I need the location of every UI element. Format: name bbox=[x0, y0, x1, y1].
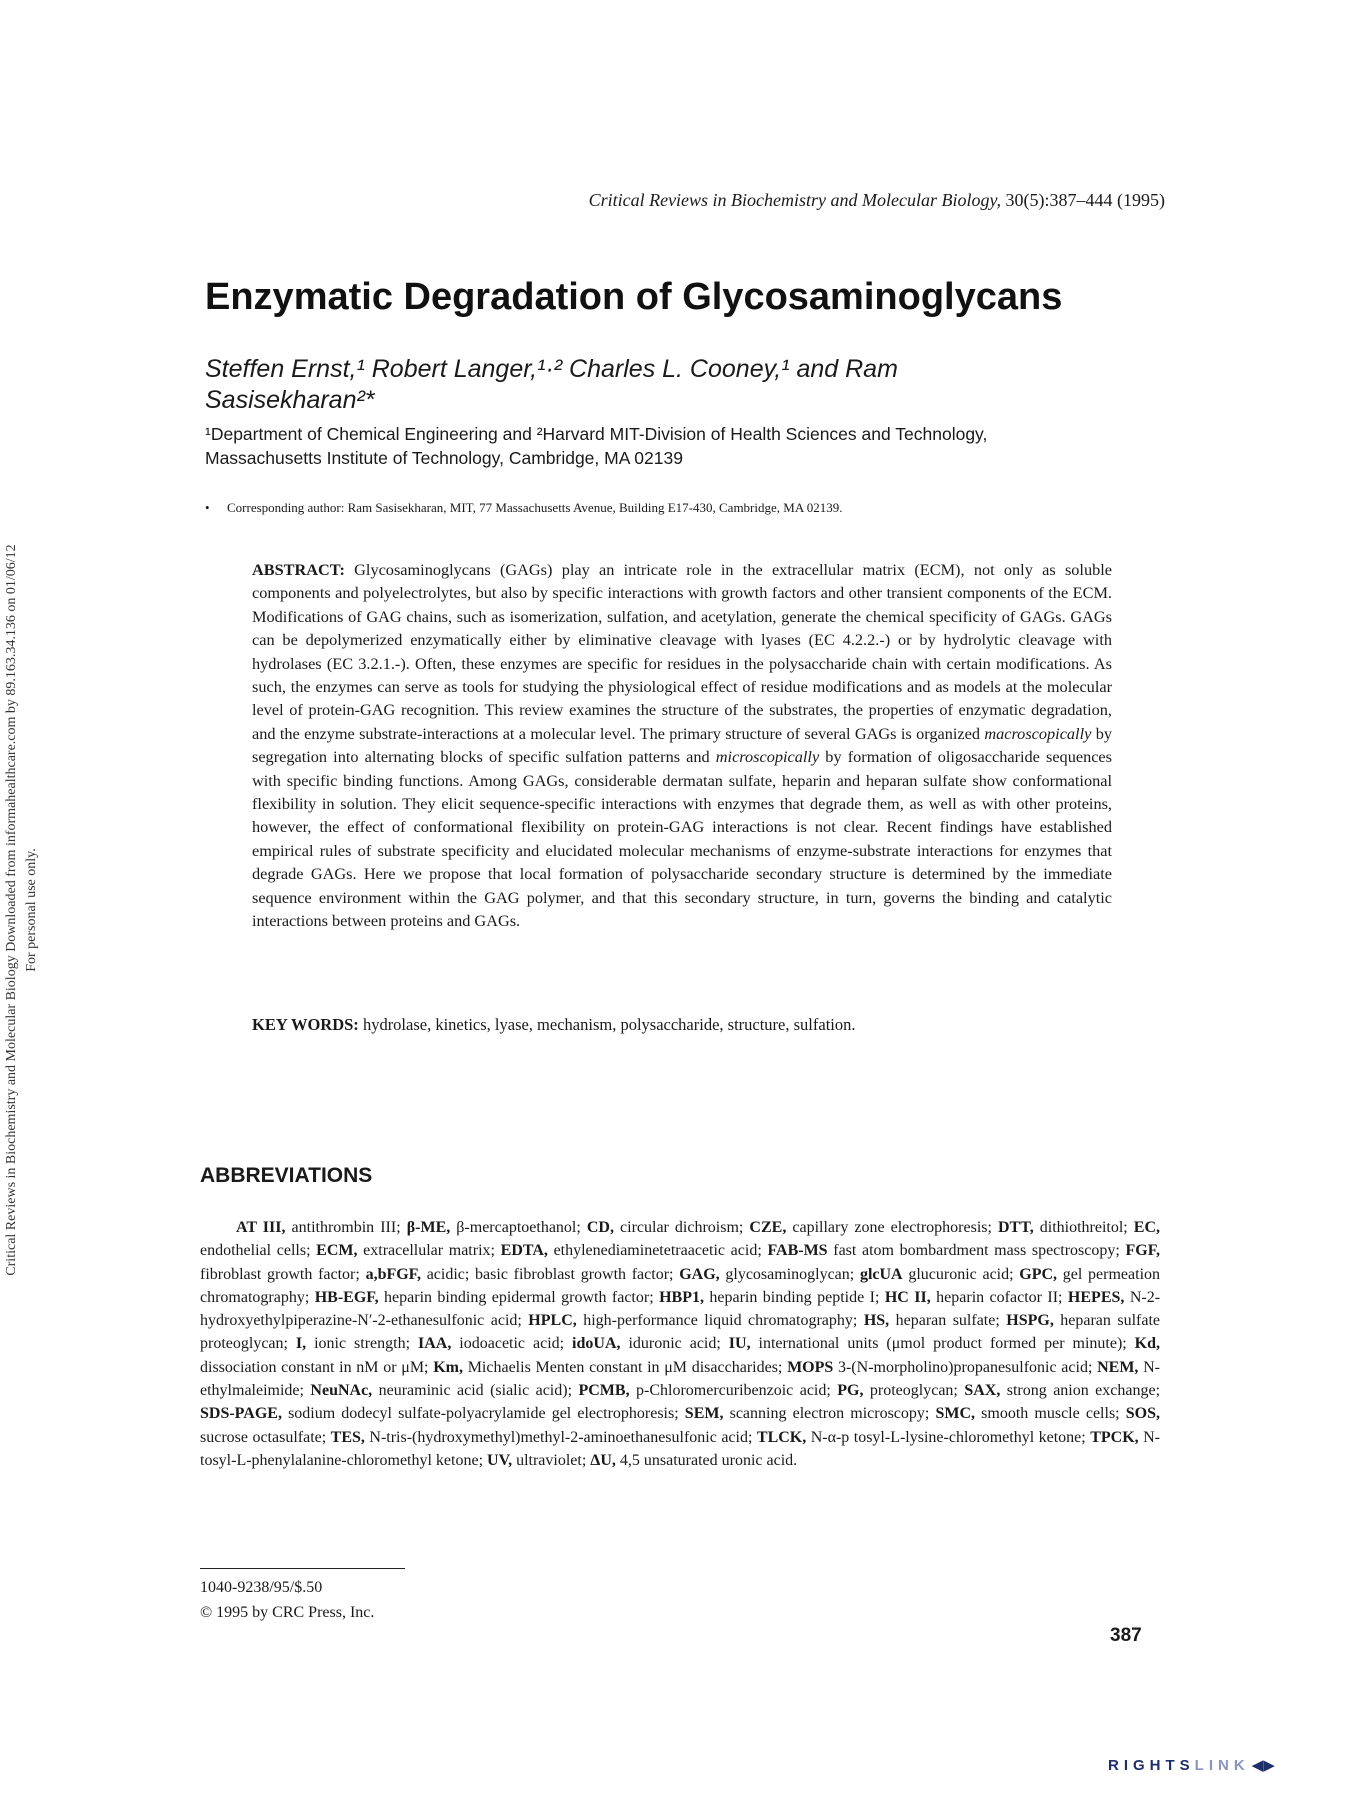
abbreviation-term: β-ME, bbox=[406, 1219, 451, 1236]
abbreviations-list bbox=[200, 1216, 1160, 1472]
abbreviation-term: MOPS bbox=[787, 1358, 834, 1376]
rightslink-logo-part-a: RIGHTS bbox=[1108, 1757, 1195, 1774]
page-number: 387 bbox=[1110, 1625, 1142, 1646]
article-code: 1040-9238/95/$.50 bbox=[200, 1579, 323, 1596]
abbreviation-definition: ethylenediaminetetraacetic acid; bbox=[547, 1242, 768, 1260]
abbreviation-term: glcUA bbox=[859, 1265, 903, 1283]
abbreviation-term: TLCK, bbox=[756, 1428, 807, 1446]
abbreviation-term: UV, bbox=[487, 1451, 513, 1469]
abbreviation-definition: acidic; basic fibroblast growth factor; bbox=[420, 1265, 680, 1283]
abbreviation-definition: iduronic acid; bbox=[620, 1335, 729, 1353]
abstract-italic-macroscopically: macroscopically bbox=[984, 723, 1092, 743]
abbreviation-definition: N-tris-(hydroxymethyl)methyl-2-aminoethanesulfonic acid; bbox=[364, 1428, 757, 1446]
abbreviation-definition: high-performance liquid chromatography; bbox=[576, 1312, 864, 1330]
abbreviations-heading: ABBREVIATIONS bbox=[200, 1164, 373, 1187]
watermark-use-line: For personal use only. bbox=[24, 848, 39, 972]
abbreviation-definition: endothelial cells; bbox=[200, 1242, 317, 1260]
abbreviation-term: ΔU, bbox=[590, 1451, 616, 1469]
abbreviation-definition: Michaelis Menten constant in μM disaccharides; bbox=[463, 1358, 788, 1376]
volume-pages: 30(5):387–444 (1995) bbox=[1005, 190, 1165, 210]
abstract-text-3: by formation of oligosaccharide sequences with specific binding functions. Among GAGs, considerable dermatan sulfate, heparin and heparan sulfate show conformational flexibility in solution. They elicit sequence-specific interactions with enzymes that degrade them, as well as with other proteins, however, the effect of conformational flexibility on protein-GAG interactions is not clear. Recent findings have established empirical rules of substrate specificity and elucidated molecular mechanisms of enzyme-substrate interactions for enzymes that degrade GAGs. Here we propose that local formation of polysaccharide secondary structure is determined by the immediate sequence environment within the GAG polymer, and that this secondary structure, in turn, governs the binding and catalytic interactions between proteins and GAGs. bbox=[252, 747, 1112, 931]
abbreviation-definition: scanning electron microscopy; bbox=[723, 1405, 936, 1423]
abbreviation-term: CD, bbox=[586, 1219, 614, 1236]
abstract-italic-microscopically: microscopically bbox=[715, 747, 820, 767]
abbreviation-term: PCMB, bbox=[578, 1382, 630, 1400]
abbreviation-definition: neuraminic acid (sialic acid); bbox=[372, 1382, 579, 1400]
abbreviation-definition: capillary zone electrophoresis; bbox=[786, 1219, 998, 1236]
abbreviation-term: HSPG, bbox=[1006, 1312, 1054, 1330]
abbreviation-definition: iodoacetic acid; bbox=[451, 1335, 573, 1353]
abbreviation-definition: fibroblast growth factor; bbox=[200, 1265, 366, 1283]
author-list bbox=[205, 354, 985, 416]
corresponding-author-text: Corresponding author: Ram Sasisekharan, MIT, 77 Massachusetts Avenue, Building E17-430, Cambridge, MA 02139. bbox=[227, 500, 843, 515]
abbreviation-term: HEPES, bbox=[1067, 1288, 1125, 1306]
abbreviation-term: Km, bbox=[433, 1358, 463, 1376]
key-words bbox=[252, 1015, 1112, 1035]
affiliation bbox=[205, 422, 1105, 470]
article-title: Enzymatic Degradation of Glycosaminoglycans bbox=[205, 276, 1063, 318]
abbreviation-term: GAG, bbox=[679, 1265, 720, 1283]
journal-name: Critical Reviews in Biochemistry and Molecular Biology, bbox=[588, 190, 1002, 210]
abbreviation-definition: dissociation constant in nM or μM; bbox=[200, 1358, 434, 1376]
abstract-label: ABSTRACT: bbox=[252, 560, 345, 579]
abbreviation-definition: heparin binding peptide I; bbox=[703, 1288, 885, 1306]
abbreviation-definition: 3-(N-morpholino)propanesulfonic acid; bbox=[833, 1358, 1098, 1376]
abbreviation-term: FGF, bbox=[1125, 1242, 1161, 1260]
keywords-label: KEY WORDS: bbox=[252, 1015, 359, 1034]
abbreviation-term: NeuNAc, bbox=[310, 1382, 373, 1400]
abbreviation-term: IAA, bbox=[418, 1335, 452, 1353]
abbreviation-term: ECM, bbox=[316, 1242, 358, 1260]
abbreviation-definition: glycosaminoglycan; bbox=[719, 1265, 860, 1283]
copyright: © 1995 by CRC Press, Inc. bbox=[200, 1604, 375, 1621]
abbreviation-definition: heparan sulfate proteoglycan; bbox=[200, 1312, 1161, 1353]
abbreviation-definition: circular dichroism; bbox=[613, 1219, 750, 1236]
abbreviation-definition: sucrose octasulfate; bbox=[200, 1428, 331, 1446]
abbreviation-definition: N-tosyl-L-phenylalanine-chloromethyl ketone; bbox=[200, 1428, 1161, 1469]
abbreviation-definition: dithiothreitol; bbox=[1033, 1219, 1134, 1236]
corresponding-author-note bbox=[205, 500, 1005, 516]
abbreviation-term: SMC, bbox=[935, 1405, 976, 1423]
abbreviation-definition: heparin binding epidermal growth factor; bbox=[378, 1288, 660, 1306]
abbreviation-term: idoUA, bbox=[572, 1335, 621, 1353]
abbreviation-term: HBP1, bbox=[659, 1288, 704, 1306]
abbreviation-definition: smooth muscle cells; bbox=[975, 1405, 1126, 1423]
authors-line-2: Sasisekharan²* bbox=[205, 386, 375, 414]
footnote-rule bbox=[200, 1568, 405, 1569]
abbreviation-definition: N-2-hydroxyethylpiperazine-N′-2-ethanesulfonic acid; bbox=[200, 1288, 1161, 1330]
bullet-icon: • bbox=[205, 500, 210, 515]
abbreviation-definition: extracellular matrix; bbox=[357, 1242, 501, 1260]
abbreviation-term: SAX, bbox=[964, 1382, 1001, 1400]
abbreviation-term: FAB-MS bbox=[767, 1242, 828, 1260]
abbreviation-term: TES, bbox=[330, 1428, 365, 1446]
abbreviation-term: HPLC, bbox=[528, 1312, 577, 1330]
abbreviation-term: GPC, bbox=[1019, 1265, 1058, 1283]
abbreviation-definition: N-ethylmaleimide; bbox=[200, 1358, 1161, 1400]
journal-citation bbox=[545, 190, 1165, 211]
abbreviation-term: NEM, bbox=[1097, 1358, 1139, 1376]
abbreviation-definition: heparin cofactor II; bbox=[930, 1288, 1068, 1306]
abstract-text-1: Glycosaminoglycans (GAGs) play an intricate role in the extracellular matrix (ECM), not only as soluble components and polyelectrolytes, but also by specific interactions with growth factors and other transient components of the ECM. Modifications of GAG chains, such as isomerization, sulfation, and acetylation, generate the chemical specificity of GAGs. GAGs can be depolymerized enzymatically either by eliminative cleavage with lyases (EC 4.2.2.-) or by hydrolytic cleavage with hydrolases (EC 3.2.1.-). Often, these enzymes are specific for residues in the polysaccharide chain with certain modifications. As such, the enzymes can serve as tools for studying the physiological effect of residue modifications and as models at the molecular level of protein-GAG recognition. This review examines the structure of the substrates, the properties of enzymatic degradation, and the enzyme substrate-interactions at a molecular level. The primary structure of several GAGs is organized bbox=[252, 560, 1112, 743]
abbreviation-term: DTT, bbox=[997, 1219, 1034, 1236]
abbreviation-definition: ionic strength; bbox=[306, 1335, 418, 1353]
abbreviation-term: AT III, bbox=[236, 1219, 286, 1236]
abstract-text-2: by segregation into alternating blocks of specific sulfation patterns and bbox=[252, 723, 1112, 767]
abbreviation-term: CZE, bbox=[749, 1219, 787, 1236]
abbreviation-term: HS, bbox=[863, 1312, 890, 1330]
abbreviation-term: HC II, bbox=[884, 1288, 931, 1306]
abbreviation-term: Kd, bbox=[1134, 1335, 1161, 1353]
abbreviation-definition: sodium dodecyl sulfate-polyacrylamide gel electrophoresis; bbox=[281, 1405, 685, 1423]
abbreviation-definition: 4,5 unsaturated uronic acid. bbox=[615, 1451, 798, 1469]
abbreviation-definition: p-Chloromercuribenzoic acid; bbox=[629, 1382, 838, 1400]
affiliation-line-2: Massachusetts Institute of Technology, Cambridge, MA 02139 bbox=[205, 448, 683, 468]
abbreviation-term: IU, bbox=[728, 1335, 751, 1353]
watermark-source-line: Critical Reviews in Biochemistry and Molecular Biology Downloaded from informahealthcare.com by 89.163.34.136 on 01/06/12 bbox=[4, 544, 19, 1276]
abbreviation-definition: glucuronic acid; bbox=[902, 1265, 1020, 1283]
abbreviation-definition: antithrombin III; bbox=[285, 1219, 407, 1236]
abbreviation-term: HB-EGF, bbox=[314, 1288, 379, 1306]
abbreviation-term: PG, bbox=[837, 1382, 864, 1400]
footer-info bbox=[200, 1575, 600, 1625]
abbreviation-term: SEM, bbox=[684, 1405, 724, 1423]
abbreviation-term: a,bFGF, bbox=[365, 1265, 421, 1283]
rightslink-logo-part-b: LINK bbox=[1194, 1757, 1250, 1774]
download-watermark bbox=[2, 470, 62, 1350]
abbreviation-definition: proteoglycan; bbox=[863, 1382, 965, 1400]
keywords-text: hydrolase, kinetics, lyase, mechanism, polysaccharide, structure, sulfation. bbox=[358, 1015, 856, 1034]
abstract bbox=[252, 558, 1112, 933]
abbreviation-definition: gel permeation chromatography; bbox=[200, 1265, 1161, 1306]
abbreviation-definition: β-mercaptoethanol; bbox=[450, 1219, 587, 1236]
authors-line-1: Steffen Ernst,¹ Robert Langer,¹·² Charles L. Cooney,¹ and Ram bbox=[205, 355, 898, 383]
abbreviation-term: SOS, bbox=[1125, 1405, 1160, 1423]
affiliation-line-1: ¹Department of Chemical Engineering and ²Harvard MIT-Division of Health Sciences and Technology, bbox=[205, 424, 988, 444]
abbreviation-term: TPCK, bbox=[1090, 1428, 1139, 1446]
abbreviation-definition: strong anion exchange; bbox=[1000, 1382, 1161, 1400]
abbreviation-definition: N-α-p tosyl-L-lysine-chloromethyl ketone; bbox=[806, 1428, 1091, 1446]
abbreviation-definition: fast atom bombardment mass spectroscopy; bbox=[827, 1242, 1126, 1260]
abbreviation-term: SDS-PAGE, bbox=[200, 1405, 282, 1423]
abbreviation-term: EDTA, bbox=[500, 1242, 548, 1260]
abbreviation-definition: international units (μmol product formed per minute); bbox=[750, 1335, 1135, 1353]
abbreviation-term: I, bbox=[295, 1335, 307, 1353]
abbreviation-definition: ultraviolet; bbox=[512, 1451, 591, 1469]
abbreviation-definition: heparan sulfate; bbox=[889, 1312, 1007, 1330]
abbreviation-term: EC, bbox=[1133, 1219, 1161, 1236]
rightslink-logo-mark-icon: ◀▶ bbox=[1251, 1757, 1275, 1774]
rightslink-logo[interactable] bbox=[1108, 1756, 1275, 1774]
